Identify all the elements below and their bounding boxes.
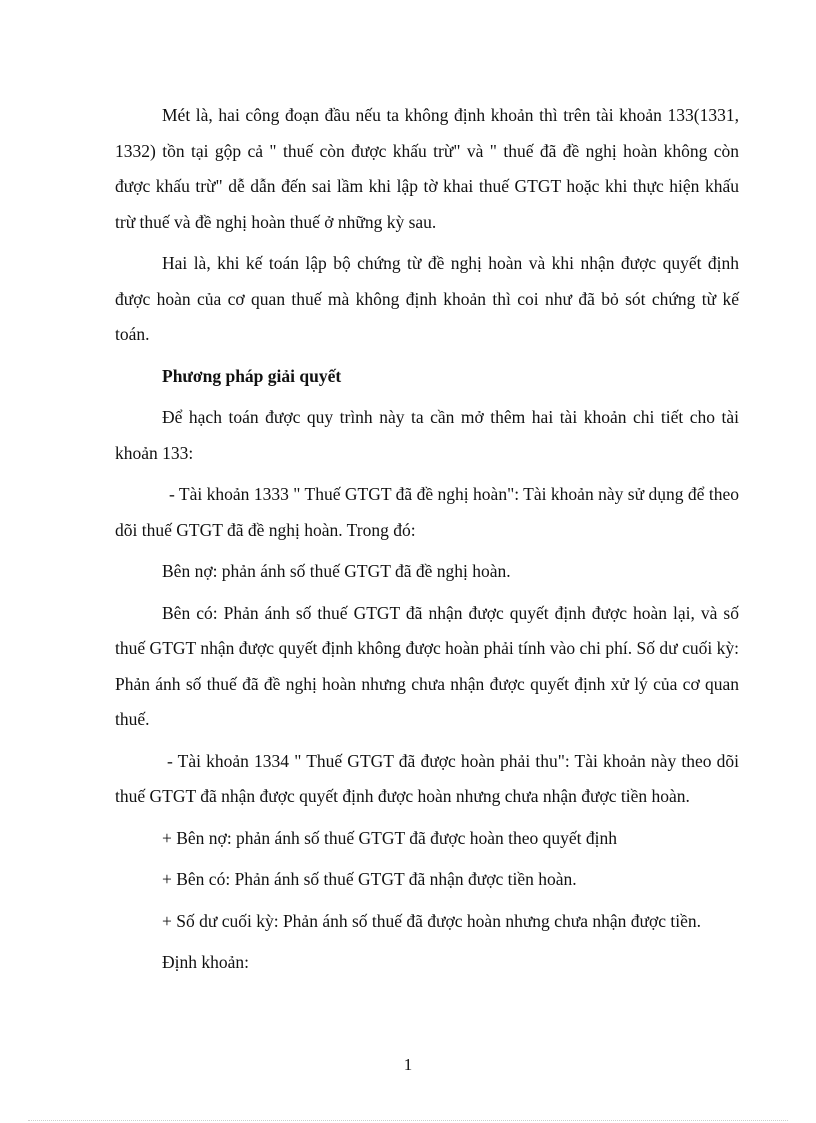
paragraph: Bên có: Phản ánh số thuế GTGT đã nhận được quyết định được hoàn lại, và số thuế GTGT nhận được quyết định không được hoàn phải tính vào chi phí. Số dư cuối kỳ: Phản ánh số thuế đã đề nghị hoàn nhưng chưa nhận được quyết định xử lý của cơ quan thuế.: [115, 602, 739, 729]
list-item: + Bên nợ: phản ánh số thuế GTGT đã được hoàn theo quyết định: [162, 827, 618, 848]
paragraph: Để hạch toán được quy trình này ta cần mở thêm hai tài khoản chi tiết cho tài khoản 133:: [115, 407, 739, 463]
list-item: + Bên có: Phản ánh số thuế GTGT đã nhận được tiền hoàn.: [162, 869, 577, 889]
list-item: + Số dư cuối kỳ: Phản ánh số thuế đã được hoàn nhưng chưa nhận được tiền.: [162, 910, 701, 931]
paragraph: - Tài khoản 1334 " Thuế GTGT đã được hoàn phải thu": Tài khoản này theo dõi thuế GTGT đã nhận được quyết định được hoàn nhưng chưa nhận được tiền hoàn.: [115, 750, 739, 806]
page-bottom-rule: [28, 1120, 788, 1121]
paragraph: Định khoản:: [162, 952, 250, 972]
paragraph: - Tài khoản 1333 " Thuế GTGT đã đề nghị hoàn": Tài khoản này sử dụng để theo dõi thuế GTGT đã đề nghị hoàn. Trong đó:: [115, 484, 739, 540]
paragraph: Hai là, khi kế toán lập bộ chứng từ đề nghị hoàn và khi nhận được quyết định được hoàn của cơ quan thuế mà không định khoản thì coi như đã bỏ sót chứng từ kế toán.: [115, 253, 739, 344]
section-heading: Phương pháp giải quyết: [162, 365, 342, 386]
paragraph: Bên nợ: phản ánh số thuế GTGT đã đề nghị hoàn.: [162, 561, 511, 581]
page-number: 1: [403, 1055, 413, 1074]
document-body: [115, 98, 739, 987]
paragraph: Mét là, hai công đoạn đầu nếu ta không định khoản thì trên tài khoản 133(1331, 1332) tồn tại gộp cả " thuế còn được khấu trừ" và " thuế đã đề nghị hoàn không còn được khấu trừ" dễ dẫn đến sai lầm khi lập tờ khai thuế GTGT hoặc khi thực hiện khấu trừ thuế và đề nghị hoàn thuế ở những kỳ sau.: [115, 105, 739, 232]
